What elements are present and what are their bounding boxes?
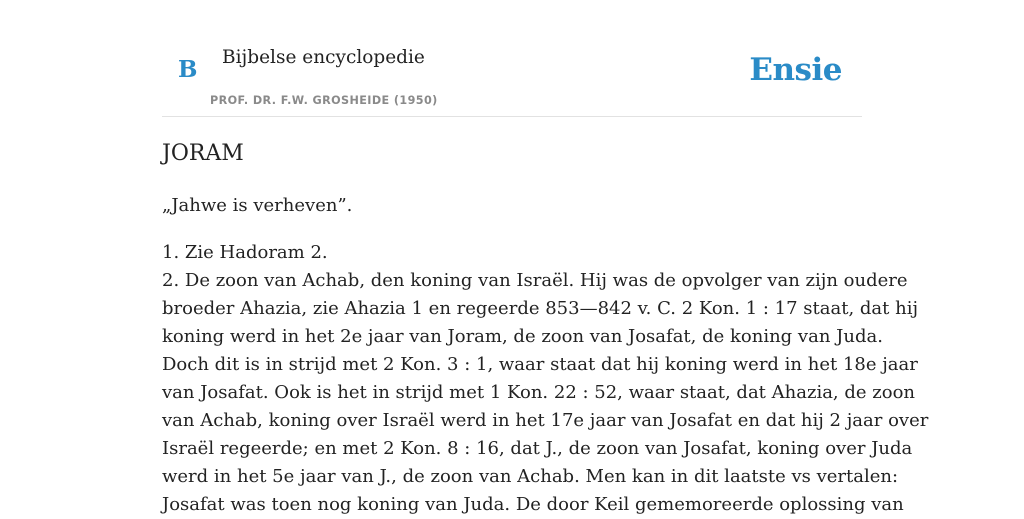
body-line: Josafat was toen nog koning van Juda. De door Keil gememoreerde oplossing van [162, 494, 904, 515]
page-container [162, 0, 929, 515]
book-author: PROF. DR. F.W. GROSHEIDE (1950) [210, 94, 438, 107]
body-line: werd in het 5e jaar van J., de zoon van Achab. Men kan in dit laatste vs vertalen: [162, 466, 899, 487]
body-line: van Josafat. Ook is het in strijd met 1 Kon. 22 : 52, waar staat, dat Ahazia, de zoon [162, 382, 916, 403]
entry-meaning: „Jahwe is verheven”. [162, 195, 353, 216]
body-line: 1. Zie Hadoram 2. [162, 242, 328, 263]
body-line: 2. De zoon van Achab, den koning van Israël. Hij was de opvolger van zijn oudere [162, 270, 908, 291]
book-title[interactable]: Bijbelse encyclopedie [222, 47, 425, 68]
header [162, 0, 862, 117]
body-line: van Achab, koning over Israël werd in het 17e jaar van Josafat en dat hij 2 jaar over [162, 410, 929, 431]
body-line: Israël regeerde; en met 2 Kon. 8 : 16, dat J., de zoon van Josafat, koning over Juda [162, 438, 913, 459]
body-line: broeder Ahazia, zie Ahazia 1 en regeerde 853—842 v. C. 2 Kon. 1 : 17 staat, dat hij [162, 298, 919, 319]
body-line: koning werd in het 2e jaar van Joram, de zoon van Josafat, de koning van Juda. [162, 326, 883, 347]
entry-body [162, 239, 929, 519]
brand-logo-link[interactable]: Ensie [749, 52, 842, 88]
entry-title: JORAM [162, 141, 244, 166]
body-line: Doch dit is in strijd met 2 Kon. 3 : 1, waar staat dat hij koning werd in het 18e jaar [162, 354, 918, 375]
book-logo-letter[interactable]: B [178, 56, 198, 83]
